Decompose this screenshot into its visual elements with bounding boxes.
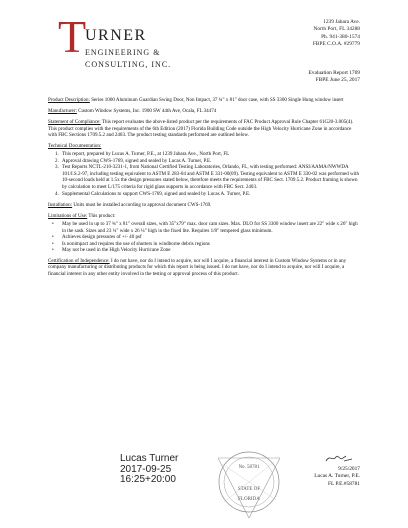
seal-number: No. 58781 [238,465,260,470]
document-body [48,97,360,282]
product-description [48,97,360,104]
report-number: Evaluation Report 1769 [308,70,360,76]
statement-text: This report evaluates the above-listed product per the requirements of FAC Product Approval Rule Chapter 61G20-3.005(4). This product complies with the requirements of the 6th Edition (2017) Florida Building Code outside the High Velocity Hurricane Zone in accordance with FBC Sections 1709.5.2 and 2403. The product testing standards performed are outlined below. [48,119,354,139]
manufacturer-label: Manufacturer: [48,108,77,115]
installation-text: Units must be installed according to approval document CWS-1769. [73,202,212,209]
digital-signature [120,454,178,486]
logo-line-3: CONSULTING, INC. [85,60,172,69]
signoff-date: 9/25/2017 [338,466,360,472]
report-date: FBPE June 25, 2017 [315,77,360,84]
product-description-label: Product Description: [48,97,90,103]
address-line: Ph. 941-380-1574 [321,33,360,40]
signature-time: 16:25+20:00 [120,474,176,485]
certification-of-independence [48,258,360,278]
independence-text: I do not have, nor do I intend to acquire, nor will I acquire, a financial interest in Custom Window Systems or in any company manufacturing or distributing products for which this report is being issued. I do not have, nor do I intend to acquire, nor will I acquire, a financial interest in any other entity involved in the testing or approval process of this product. [48,257,347,278]
signoff-name: Lucas A. Turner, P.E. [314,473,360,480]
statement-of-compliance [48,119,360,139]
engineer-seal-icon [212,444,286,522]
logo-name: URNER [85,27,147,44]
address-line: North Port, FL 34288 [313,26,360,33]
statement-label: Statement of Compliance: [48,119,101,126]
independence-label: Certification of Independence: [48,257,110,264]
list-item: • Achieves design pressures of +/- 40 psf [60,234,360,241]
seal-region: FLORIDA [238,497,260,502]
installation [48,202,360,209]
company-address [313,19,360,49]
manufacturer [48,108,360,115]
seal-state: STATE OF [237,487,261,492]
list-item: 4. Supplemental Calculations to support CWS-1769, signed and sealed by Lucas A. Turner, P.E. [60,191,360,198]
logo-initial: T [58,11,87,62]
address-line: 1239 Jabara Ave. [323,19,360,25]
signoff-license: FL P.E.#58781 [328,480,360,487]
limitations-label: Limitations of Use: [48,213,88,220]
list-item: • May be used in up to 37 ¾" x 81" overall sizes, with 35"x79" max. door cam sizes. Max. DLO for SS 3300 window insert are 22" wide x 26" high in the sash. Sizes and 23 ¼" wide x 26 ¼" high in the fixed lite. Requires 1/8" tempered glass minimum. [60,221,360,234]
technical-documentation [48,143,360,150]
list-item: • May not be used in the High Velocity Hurricane Zone [60,247,360,254]
list-item: • Is nonimpact and requires the use of shutters in windborne debris regions [60,241,360,248]
limitations-intro: This product: [88,213,116,220]
technical-list [48,151,360,197]
company-logo [58,11,208,73]
signature-date: 2017-09-25 [120,463,172,475]
technical-label: Technical Documentation: [48,143,102,150]
list-item: 3. Test Reports NCTL-210-3231-1, from National Certified Testing Laboratories, Orlando, FL, with testing performed: ANSI/AAMA/NWWDA 101/I.S.2-97, including testing equivalent to ASTM E 283-04 and ASTM E 331-00(09). Testing equivalent to ASTM E 330-02 was performed with 10-second loads held at 1.5x the design pressures stated below, therefore meets the requirements of FBC Sect. 1709.5.2. Product framing is shown by calculation to meet L/175 criteria for rigid glass supports in accordance with FBC Sect. 2403. [60,164,360,190]
installation-label: Installation: [48,202,73,209]
address-line: FBPE C.O.A. #29779 [312,41,360,48]
signoff-block [314,466,360,488]
list-item: 1. This report, prepared by Lucas A. Turner, P.E., at 1239 Jabara Ave., North Port, FL [60,151,360,158]
signer-name: Lucas Turner [120,453,179,464]
limitations-list [48,221,360,254]
handwritten-signature-icon [324,452,354,464]
report-info [308,70,360,85]
logo-line-2: ENGINEERING & [85,48,161,57]
limitations-of-use [48,213,360,220]
manufacturer-text: Custom Window Systems, Inc. 1900 SW 44th Ave, Ocala, FL 34474 [78,108,217,115]
list-item: 2. Approval drawing CWS-1769, signed and sealed by Lucas A. Turner, P.E. [60,158,360,165]
product-description-text: Series 1000 Aluminum Guardian Swing Door, Non Impact, 37 ¾" x 81" door case, with SS 3300 Single Hung window insert [91,97,344,103]
